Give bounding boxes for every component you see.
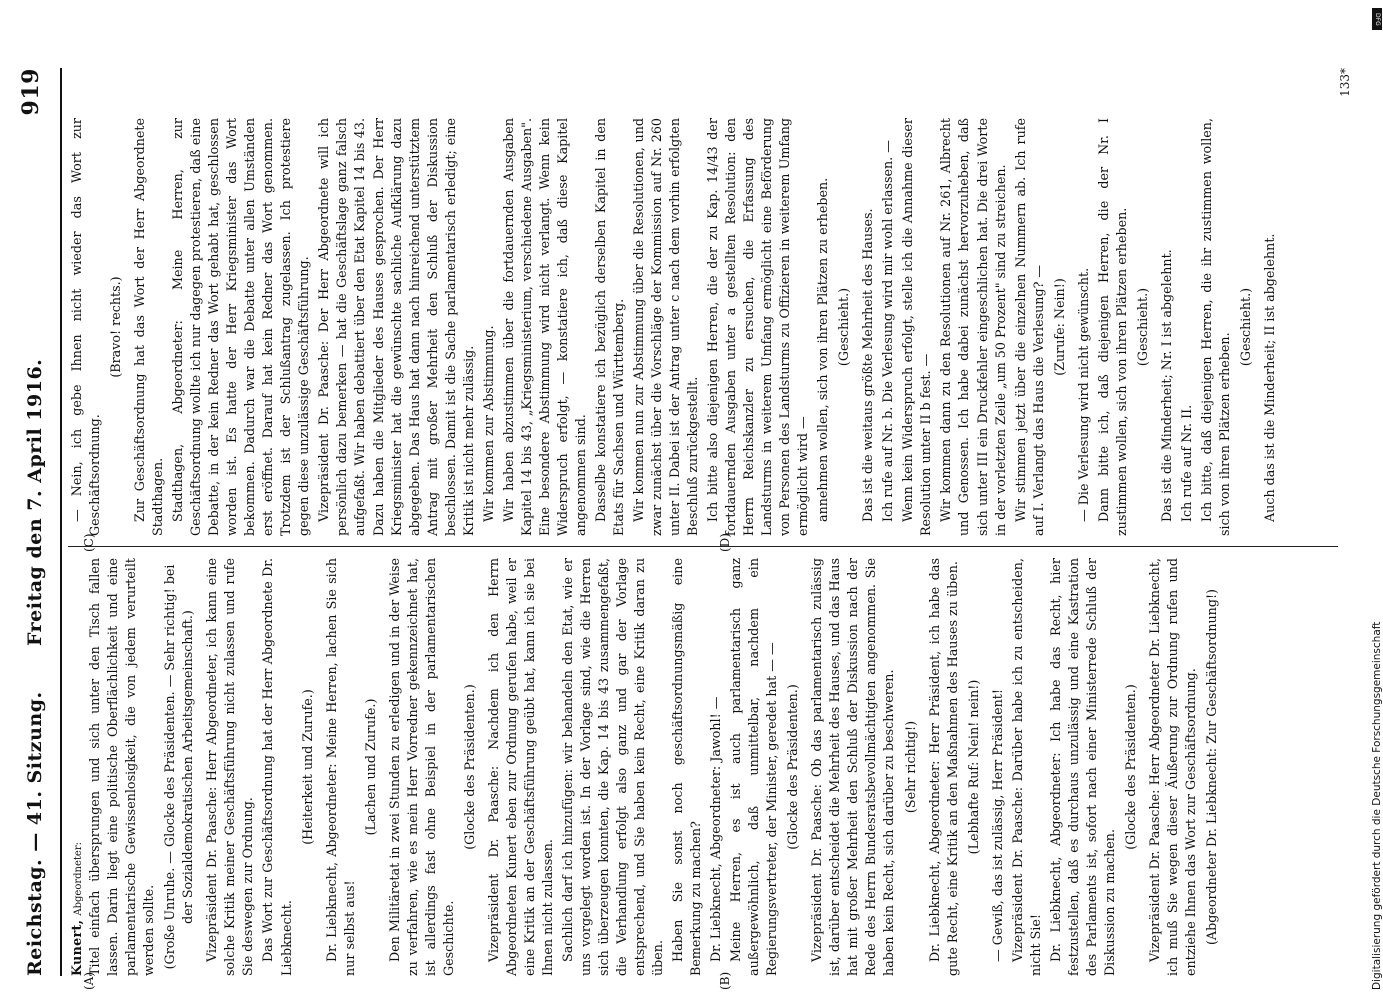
speech-paragraph: Das ist die Minderheit; Nr. I ist abgelehnt. (1158, 249, 1174, 522)
speech-paragraph: Vizepräsident Dr. Paasche: Herr Abgeordneter, ich kann eine solche Kritik meiner Geschäftsführung nicht zulassen und rufe Sie deswegen zur Ordnung. (204, 558, 256, 976)
speech-paragraph: Wir kommen zur Abstimmung. (480, 325, 496, 522)
speech-paragraph: Dann bitte ich, daß diejenigen Herren, die der Nr. I zustimmen wollen, sich von ihren Plätzen erheben. (1095, 118, 1129, 536)
margin-marker-c: (C) (82, 533, 96, 552)
text-columns (68, 68, 1352, 990)
speech-paragraph: Dasselbe konstatiere ich bezüglich derselben Kapitel in den Etats für Sachsen und Württemberg. (592, 118, 626, 536)
interjection-note: (Abgeordneter Dr. Liebknecht: Zur Geschäftsordnung!) (1203, 588, 1219, 946)
digitization-credit: Digitalisierung gefördert durch die Deutsche Forschungsgemeinschaft (1371, 621, 1383, 990)
signature-mark: 133* (1338, 68, 1352, 97)
speech-paragraph: annehmen wollen, sich von ihren Plätzen zu erheben. (815, 177, 831, 522)
speech-paragraph: Ich bitte, daß diejenigen Herren, die ihr zustimmen wollen, sich von ihren Plätzen erheben. (1198, 118, 1232, 536)
speech-paragraph: Dr. Liebknecht, Abgeordneter: Herr Präsident, ich habe das gute Recht, eine Kritik an den Maßnahmen des Hauses zu üben. (926, 558, 960, 976)
speech-paragraph: Vizepräsident Dr. Paasche: Darüber habe ich zu entscheiden, nicht Sie! (1009, 558, 1043, 976)
interjection-note: (Geschieht.) (1237, 287, 1253, 367)
speech-paragraph: Dr. Liebknecht, Abgeordneter: Meine Herren, lachen Sie sich nur selbst aus! (323, 558, 357, 976)
speech-paragraph: Wir kommen dann zu den Resolutionen auf Nr. 261, Albrecht und Genossen. Ich habe dabei zunächst hervorzuheben, daß sich unter III ein Druckfehler eingeschlichen hat. Die drei Worte in der vorletzten Zeile „um 50 Prozent" sind zu streichen. (938, 118, 1008, 536)
margin-marker-a: (A) (82, 971, 96, 990)
column-divider (68, 546, 1338, 547)
rotated-page (8, 52, 1352, 992)
interjection-note: (Zurufe: Nein!) (1051, 278, 1067, 376)
speech-paragraph: Sachlich darf ich hinzufügen: wir behandeln den Etat, wie er uns vorgelegt worden ist. In der Vorlage sind, wie die Herren sich überzeugen konnten, die Kap. 14 bis 43 zusammengefaßt, die Verhandlung erfolgt also ganz und gar der Vorlage entsprechend, und Sie haben kein Recht, eine Kritik daran zu üben. (559, 558, 666, 976)
speech-paragraph: Vizepräsident Dr. Paasche: Nachdem ich den Herrn Abgeordneten Kunert eben zur Ordnung gerufen habe, weil er eine Kritik an der Geschäftsführung geübt hat, kann ich sie bei Ihnen nicht zulassen. (485, 558, 555, 976)
interjection-note: (Geschieht.) (1134, 287, 1150, 367)
speech-paragraph: Ich rufe auf Nr. b. Die Verlesung wird mir wohl erlassen. — (880, 140, 896, 522)
speech-text: Titel einfach übersprungen und sich unter den Tisch fallen lassen. Darin liegt eine politische Oberflächlichkeit und eine parlamentarische Gewissenlosigkeit, die von jedem verurteilt werden sollte. (87, 558, 157, 976)
interjection-note: (Glocke des Präsidenten.) (461, 684, 477, 850)
speech-paragraph: Wir haben abzustimmen über die fortdauernden Ausgaben Kapitel 14 bis 43, „Kriegsministerium, verschiedene Ausgaben". Eine besondere Abstimmung wird nicht verlangt. Wenn kein Widerspruch erfolgt, — konstatiere ich, daß diese Kapitel angenommen sind. (500, 118, 588, 536)
speech-paragraph: Den Militäretat in zwei Stunden zu erledigen und in der Weise zu verfahren, wie es mein Herr Vorredner gekennzeichnet hat, ist allerdings fast ohne Beispiel in der parlamentarischen Geschichte. (386, 558, 456, 976)
right-column (68, 118, 1281, 536)
speaker-role: Abgeordneter: (73, 842, 84, 916)
interjection-note: (Lachen und Zurufe.) (362, 698, 378, 836)
interjection-note: (Sehr richtig!) (902, 720, 918, 814)
speech-paragraph: Vizepräsident Dr. Paasche: Ob das parlamentarisch zulässig ist, darüber entscheidet die Mehrheit des Hauses, und das Haus hat mit großer Mehrheit den Schluß der Diskussion nach der Rede des Herrn Bundesratsbevollmächtigten angenommen. Sie haben kein Recht, sich darüber zu beschweren. (809, 558, 897, 976)
speech-paragraph: Dr. Liebknecht, Abgeordneter: Ich habe das Recht, hier festzustellen, daß es durchaus unzulässig und eine Kastration des Parlaments ist, sofort nach einer Ministerrede Schluß der Diskussion zu machen. (1047, 558, 1117, 976)
speech-paragraph: — Gewiß, das ist zulässig, Herr Präsident! (989, 689, 1005, 962)
interjection-note: (Heiterkeit und Zurufe.) (299, 689, 315, 845)
speech-paragraph: Das Wort zur Geschäftsordnung hat der Herr Abgeordnete Dr. Liebknecht. (260, 558, 294, 976)
margin-marker-b: (B) (718, 971, 732, 990)
left-column (68, 558, 1227, 976)
speech-paragraph: — Die Verlesung wird nicht gewünscht. (1075, 267, 1091, 522)
page-header (8, 68, 62, 976)
header-title: Reichstag. — 41. Sitzung. (24, 691, 46, 976)
speech-paragraph: Meine Herren, es ist auch parlamentarisch ganz außergewöhnlich, daß unmittelbar, nachdem ein Regierungsvertreter, der Minister, geredet hat — — (728, 558, 780, 976)
speech-paragraph: Wenn kein Widerspruch erfolgt, stelle ich die Annahme dieser Resolution unter II b fest. — (900, 118, 934, 536)
interjection-note: (Geschieht.) (836, 287, 852, 367)
margin-marker-d: (D) (718, 533, 732, 552)
speech-paragraph: Zur Geschäftsordnung hat das Wort der Herr Abgeordnete Stadthagen. (132, 118, 166, 536)
interjection-note: (Große Unruhe. — Glocke des Präsidenten. — Sehr richtig! bei der Sozialdemokratischen Arbeitsgemeinschaft.) (162, 564, 196, 970)
speech-paragraph: Ich bitte also diejenigen Herren, die der zu Kap. 14/43 der fortdauernden Ausgaben unter a gestellten Resolution: den Herrn Reichskanzler zu ersuchen, die Erfassung des Landsturms in weiterem Umfang ermöglicht eine Beförderung von Personen des Landsturms zu Offizieren in weiterem Umfang ermöglicht wird — (705, 118, 811, 536)
speech-paragraph: Ich rufe auf Nr. II. (1178, 404, 1194, 522)
speech-paragraph: Das ist die weitaus größte Mehrheit des Hauses. (860, 208, 876, 522)
speech-paragraph: Dr. Liebknecht, Abgeordneter: Jawohl! — (708, 696, 724, 962)
page-number: 919 (18, 68, 44, 116)
interjection-note: (Lebhafte Ruf: Nein! nein!) (965, 679, 981, 855)
interjection-note: (Glocke des Präsidenten.) (1122, 684, 1138, 850)
speech-paragraph: Vizepräsident Dr. Paasche: Herr Abgeordneter Dr. Liebknecht, ich muß Sie wegen dieser Äußerung zur Ordnung rufen und entziehe Ihnen das Wort zur Geschäftsordnung. (1146, 558, 1198, 976)
speech-paragraph: Haben Sie sonst noch geschäftsordnungsmäßig eine Bemerkung zu machen? (670, 558, 704, 976)
dfg-logo: DFG (1372, 8, 1382, 30)
header-date: Freitag den 7. April 1916. (24, 358, 46, 646)
speech-paragraph: Wir kommen nun zur Abstimmung über die Resolutionen, und zwar zunächst über die Vorschläge der Kommission auf Nr. 260 unter II. Dabei ist der Antrag unter c nach dem vorhin erfolgten Beschluß zurückgestellt. (630, 118, 701, 536)
speaker-name: Kunert, (69, 919, 84, 976)
speech-paragraph: Stadthagen, Abgeordneter: Meine Herren, zur Geschäftsordnung wollte ich nur dagegen protestieren, daß eine Debatte, in der kein Redner das Wort gehabt hat, geschlossen worden ist. Es hatte der Herr Kriegsminister das Wort bekommen. Dadurch war die Debatte unter allen Umständen erst eröffnet. Darauf hat kein Redner das Wort genommen. Trotzdem ist der Schlußantrag zugelassen. Ich protestiere gegen diese unzulässige Geschäftsführung. (170, 118, 312, 536)
speech-paragraph: Wir stimmen jetzt über die einzelnen Nummern ab. Ich rufe auf I. Verlangt das Haus die Verlesung? — (1012, 118, 1046, 536)
speech-paragraph: — Nein, ich gebe Ihnen nicht wieder das Wort zur Geschäftsordnung. (69, 118, 103, 536)
interjection-note: (Bravo! rechts.) (108, 276, 124, 378)
interjection-note: (Glocke des Präsidenten.) (785, 684, 801, 850)
speech-paragraph: Auch das ist die Minderheit; II ist abgelehnt. (1261, 233, 1277, 522)
speech-paragraph: Vizepräsident Dr. Paasche: Der Herr Abgeordnete will ich persönlich dazu bemerken — hat die Geschäftslage ganz falsch aufgefaßt. Wir haben debattiert über den Etat Kapitel 14 bis 43. Dazu haben die Mitglieder des Hauses gesprochen. Der Herr Kriegsminister hat die gewünschte sachliche Aufklärung dazu abgegeben. Das Haus hat dann nach hinreichend unterstütztem Antrag mit großer Mehrheit den Schluß der Diskussion beschlossen. Damit ist die Sache parlamentarisch erledigt; eine Kritik ist nicht mehr zulässig. (316, 118, 476, 536)
speech-paragraph (68, 558, 158, 976)
